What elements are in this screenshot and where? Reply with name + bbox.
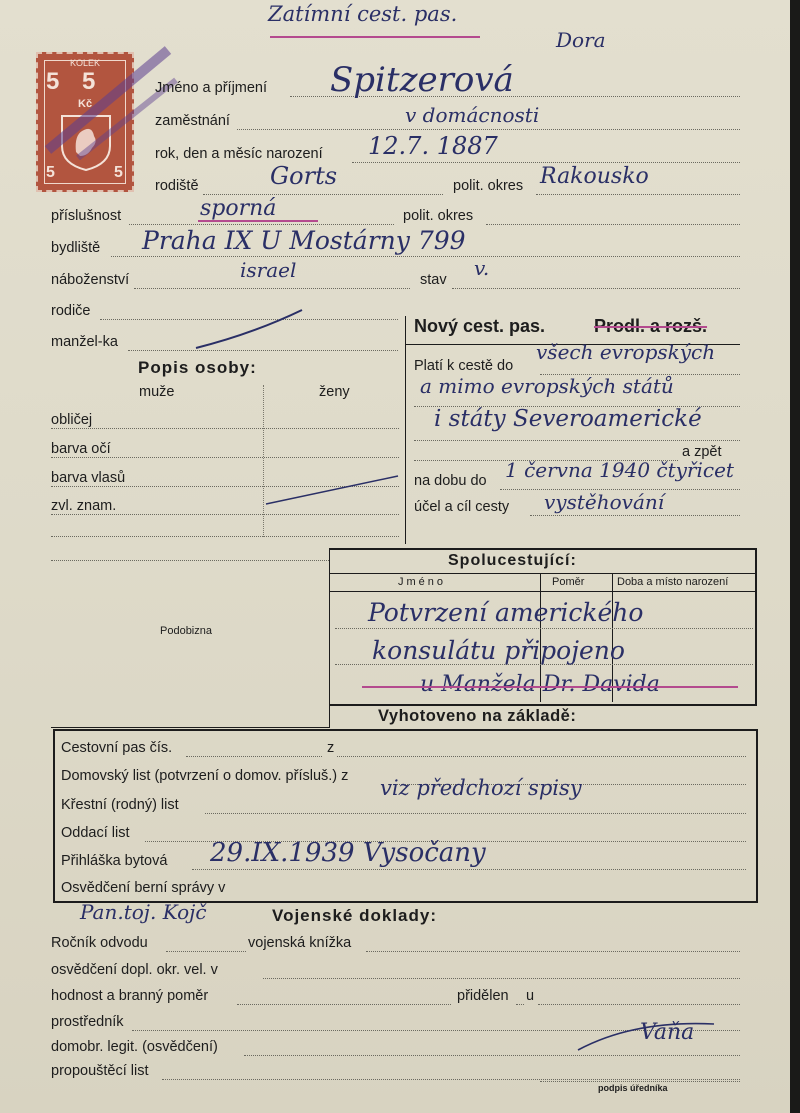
photo-bottom-rule	[51, 727, 329, 728]
name-value: Spitzerová	[330, 60, 514, 100]
passport-valid-value3: i státy Severoamerické	[434, 406, 702, 432]
military-book-label: vojenská knížka	[248, 935, 352, 951]
description-line-4	[51, 514, 399, 515]
companions-title-rule	[329, 573, 757, 574]
military-side-note: Pan.toj. Kojč	[80, 900, 207, 924]
issued-passport-from: z	[327, 740, 335, 756]
status-label: stav	[420, 272, 447, 288]
issued-registration-value: 29.IX.1939 Vysočany	[210, 838, 486, 868]
issued-registration-label: Přihláška bytová	[61, 853, 168, 869]
companions-title: Spolucestující:	[448, 552, 577, 569]
companions-note-3: u Manžela Dr. Davida	[420, 672, 660, 697]
birthplace-label: rodiště	[155, 178, 199, 194]
residence-label: bydliště	[51, 240, 101, 256]
status-line	[452, 288, 740, 289]
military-book-line	[366, 951, 740, 952]
military-assigned-at-line	[538, 1004, 740, 1005]
occupation-label: zaměstnání	[155, 113, 230, 129]
birthplace-line	[203, 194, 443, 195]
stamp-word: KOLEK	[70, 58, 101, 68]
photo-label: Podobizna	[160, 625, 212, 637]
nationality-line	[129, 224, 394, 225]
stamp-value-left: 5	[46, 68, 60, 95]
birthdate-value: 12.7. 1887	[368, 132, 498, 160]
issued-marriage-label: Oddací list	[61, 825, 130, 841]
top-right-note: Dora	[556, 28, 606, 52]
parents-label: rodiče	[51, 303, 91, 319]
military-discharge-label: propouštěcí list	[51, 1063, 149, 1079]
description-col-female: ženy	[319, 384, 350, 400]
status-value: v.	[474, 256, 490, 280]
issued-title: Vyhotoveno na základě:	[378, 707, 577, 725]
description-row-hair: barva vlasů	[51, 470, 126, 486]
spouse-label: manžel-ka	[51, 334, 118, 350]
district2-line	[486, 224, 740, 225]
top-note: Zatímní cest. pas.	[268, 2, 458, 26]
top-note-underline	[270, 36, 480, 38]
military-intermediary-label: prostředník	[51, 1014, 124, 1030]
spouse-dash-mark-icon	[192, 306, 312, 356]
residence-value: Praha IX U Mostárny 799	[142, 226, 466, 255]
description-row-eyes: barva očí	[51, 441, 111, 457]
district-label: polit. okres	[453, 178, 524, 194]
passport-purpose-label: účel a cíl cesty	[414, 499, 510, 515]
military-discharge-line	[162, 1079, 740, 1080]
name-label: Jméno a příjmení	[155, 80, 268, 96]
military-year-line	[166, 951, 246, 952]
photo-top-line	[51, 560, 329, 561]
religion-label: náboženství	[51, 272, 130, 288]
birthdate-line	[352, 162, 740, 163]
passport-period-value: 1 června 1940 čtyřicet	[505, 458, 734, 482]
passport-valid-line3	[414, 440, 740, 441]
companions-note-2: konsulátu připojeno	[372, 636, 625, 665]
description-row-marks: zvl. znam.	[51, 498, 117, 514]
military-rank-line	[237, 1004, 451, 1005]
military-assigned-label: přidělen	[457, 988, 509, 1004]
issued-passport-from-line	[337, 756, 746, 757]
passport-valid-value1: všech evropských	[536, 340, 716, 364]
companions-col-relation: Poměr	[552, 576, 585, 588]
stamp-value-br: 5	[114, 164, 123, 181]
passport-period-label: na dobu do	[414, 473, 487, 489]
companions-col-name: Jméno	[398, 576, 447, 588]
religion-value: israel	[240, 258, 297, 282]
passport-title: Nový cest. pas.	[414, 316, 546, 336]
military-assigned-at: u	[526, 988, 535, 1004]
district2-label: polit. okres	[403, 208, 474, 224]
stamp-currency: Kč	[78, 98, 93, 110]
description-line-5	[51, 536, 399, 537]
passport-valid-label: Platí k cestě do	[414, 358, 514, 374]
passport-box-left	[405, 316, 406, 544]
military-assigned-line	[516, 1004, 524, 1005]
issued-birth-label: Křestní (rodný) list	[61, 797, 179, 813]
description-line-2	[51, 457, 399, 458]
military-cert-line	[263, 978, 740, 979]
stamp-value: 5	[82, 68, 96, 95]
scan-edge	[790, 0, 800, 1113]
issued-tax-label: Osvědčení berní správy v	[61, 880, 226, 896]
passport-return-label: a zpět	[682, 444, 722, 460]
passport-valid-value2: a mimo evropských států	[420, 374, 674, 398]
occupation-value: v domácnosti	[405, 103, 540, 127]
companions-note-1: Potvrzení amerického	[368, 598, 644, 627]
description-row-face: obličej	[51, 412, 93, 428]
official-signature: Vaňa	[640, 1020, 695, 1045]
passport-purpose-line	[530, 515, 740, 516]
military-title: Vojenské doklady:	[272, 906, 438, 925]
signature-flourish-icon	[574, 1014, 724, 1064]
signature-caption: podpis úředníka	[598, 1083, 668, 1093]
military-legion-label: domobr. legit. (osvědčení)	[51, 1039, 218, 1055]
signature-line	[540, 1081, 740, 1082]
district-line	[536, 194, 740, 195]
passport-struck: Prodl. a rozš.	[594, 316, 708, 336]
companions-note-underline	[362, 686, 738, 688]
occupation-line	[237, 129, 740, 130]
birthdate-label: rok, den a měsíc narození	[155, 146, 323, 162]
nationality-label: příslušnost	[51, 208, 122, 224]
companions-col-birth: Doba a místo narození	[617, 576, 729, 588]
companions-row-line-1	[335, 628, 753, 629]
military-rank-label: hodnost a branný poměr	[51, 988, 209, 1004]
military-year-label: Ročník odvodu	[51, 935, 148, 951]
military-cert-label: osvědčení dopl. okr. vel. v	[51, 962, 218, 978]
stamp-value-bl: 5	[46, 164, 55, 181]
issued-registration-line	[192, 869, 746, 870]
description-strike-icon	[262, 470, 402, 510]
issued-domicile-label: Domovský list (potvrzení o domov. přísluš.) z	[61, 768, 349, 784]
religion-line	[134, 288, 410, 289]
nationality-underline	[198, 220, 318, 222]
issued-passport-label: Cestovní pas čís.	[61, 740, 173, 756]
residence-line	[111, 256, 740, 257]
district-value: Rakousko	[540, 164, 649, 189]
nationality-value: sporná	[200, 196, 277, 221]
stamp-cancellation-icon	[38, 40, 178, 160]
issued-passport-line	[186, 756, 322, 757]
birthplace-value: Gorts	[270, 162, 338, 190]
companions-header-rule	[329, 591, 757, 592]
description-line-1	[51, 428, 399, 429]
passport-purpose-value: vystěhování	[544, 490, 665, 514]
issued-birth-line	[205, 813, 746, 814]
description-col-male: muže	[139, 384, 175, 400]
description-title: Popis osoby:	[138, 358, 257, 377]
issued-domicile-value: viz předchozí spisy	[380, 776, 582, 800]
